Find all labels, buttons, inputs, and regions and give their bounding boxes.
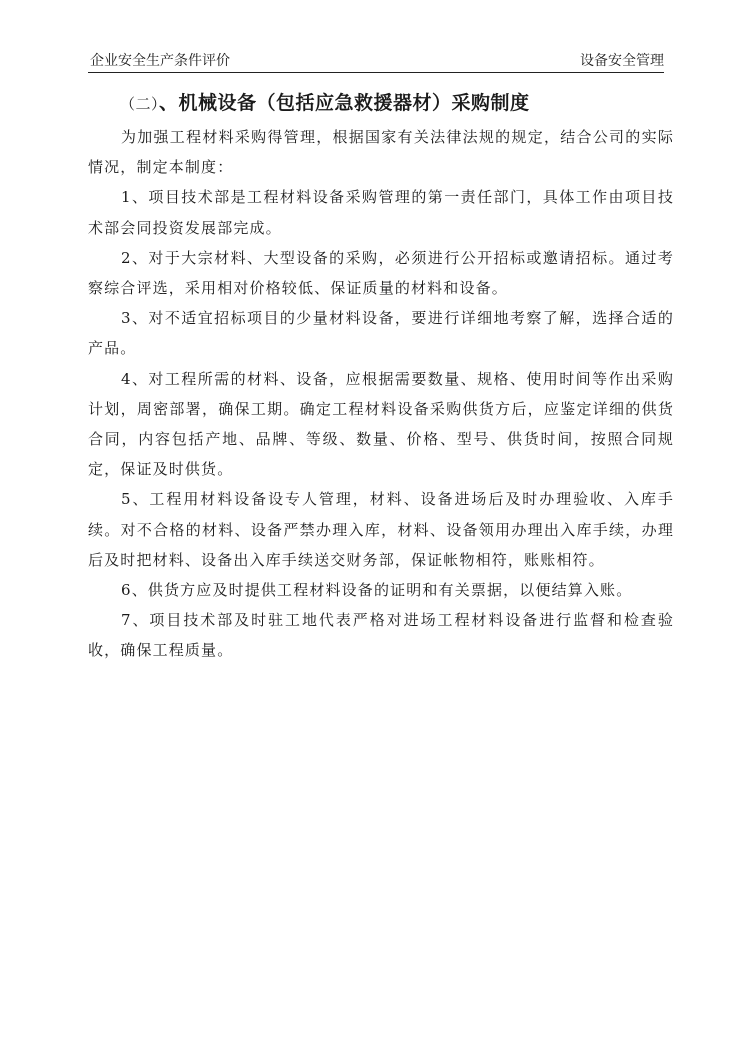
section-title: 、机械设备（包括应急救援器材）采购制度 bbox=[159, 92, 530, 114]
rule-paragraph-4: 4、对工程所需的材料、设备，应根据需要数量、规格、使用时间等作出采购计划，周密部署，确保工期。确定工程材料设备采购供货方后，应鉴定详细的供货合同，内容包括产地、品牌、等级、数量、价格、型号、供货时间，按照合同规定，保证及时供货。 bbox=[88, 369, 674, 479]
header-section-title: 设备安全管理 bbox=[580, 53, 664, 69]
page-header bbox=[88, 48, 664, 73]
intro-paragraph: 为加强工程材料采购得管理，根据国家有关法律法规的规定，结合公司的实际情况，制定本制度： bbox=[88, 128, 674, 177]
document-body bbox=[88, 122, 674, 666]
rule-paragraph-6: 6、供货方应及时提供工程材料设备的证明和有关票据，以便结算入账。 bbox=[121, 581, 633, 600]
header-document-title: 企业安全生产条件评价 bbox=[90, 53, 230, 69]
rule-paragraph-3: 3、对不适宜招标项目的少量材料设备，要进行详细地考察了解，选择合适的产品。 bbox=[88, 309, 674, 358]
section-heading bbox=[120, 88, 530, 115]
rule-paragraph-2: 2、对于大宗材料、大型设备的采购，必须进行公开招标或邀请招标。通过考察综合评选，采用相对价格较低、保证质量的材料和设备。 bbox=[88, 248, 674, 298]
section-number: （二） bbox=[120, 95, 160, 113]
rule-paragraph-1: 1、项目技术部是工程材料设备采购管理的第一责任部门，具体工作由项目技术部会同投资发展部完成。 bbox=[88, 188, 674, 237]
rule-paragraph-7: 7、项目技术部及时驻工地代表严格对进场工程材料设备进行监督和检查验收，确保工程质量。 bbox=[88, 611, 674, 660]
rule-paragraph-5: 5、工程用材料设备设专人管理，材料、设备进场后及时办理验收、入库手续。对不合格的材料、设备严禁办理入库，材料、设备领用办理出入库手续，办理后及时把材料、设备出入库手续送交财务部，保证帐物相符，账账相符。 bbox=[88, 490, 674, 569]
